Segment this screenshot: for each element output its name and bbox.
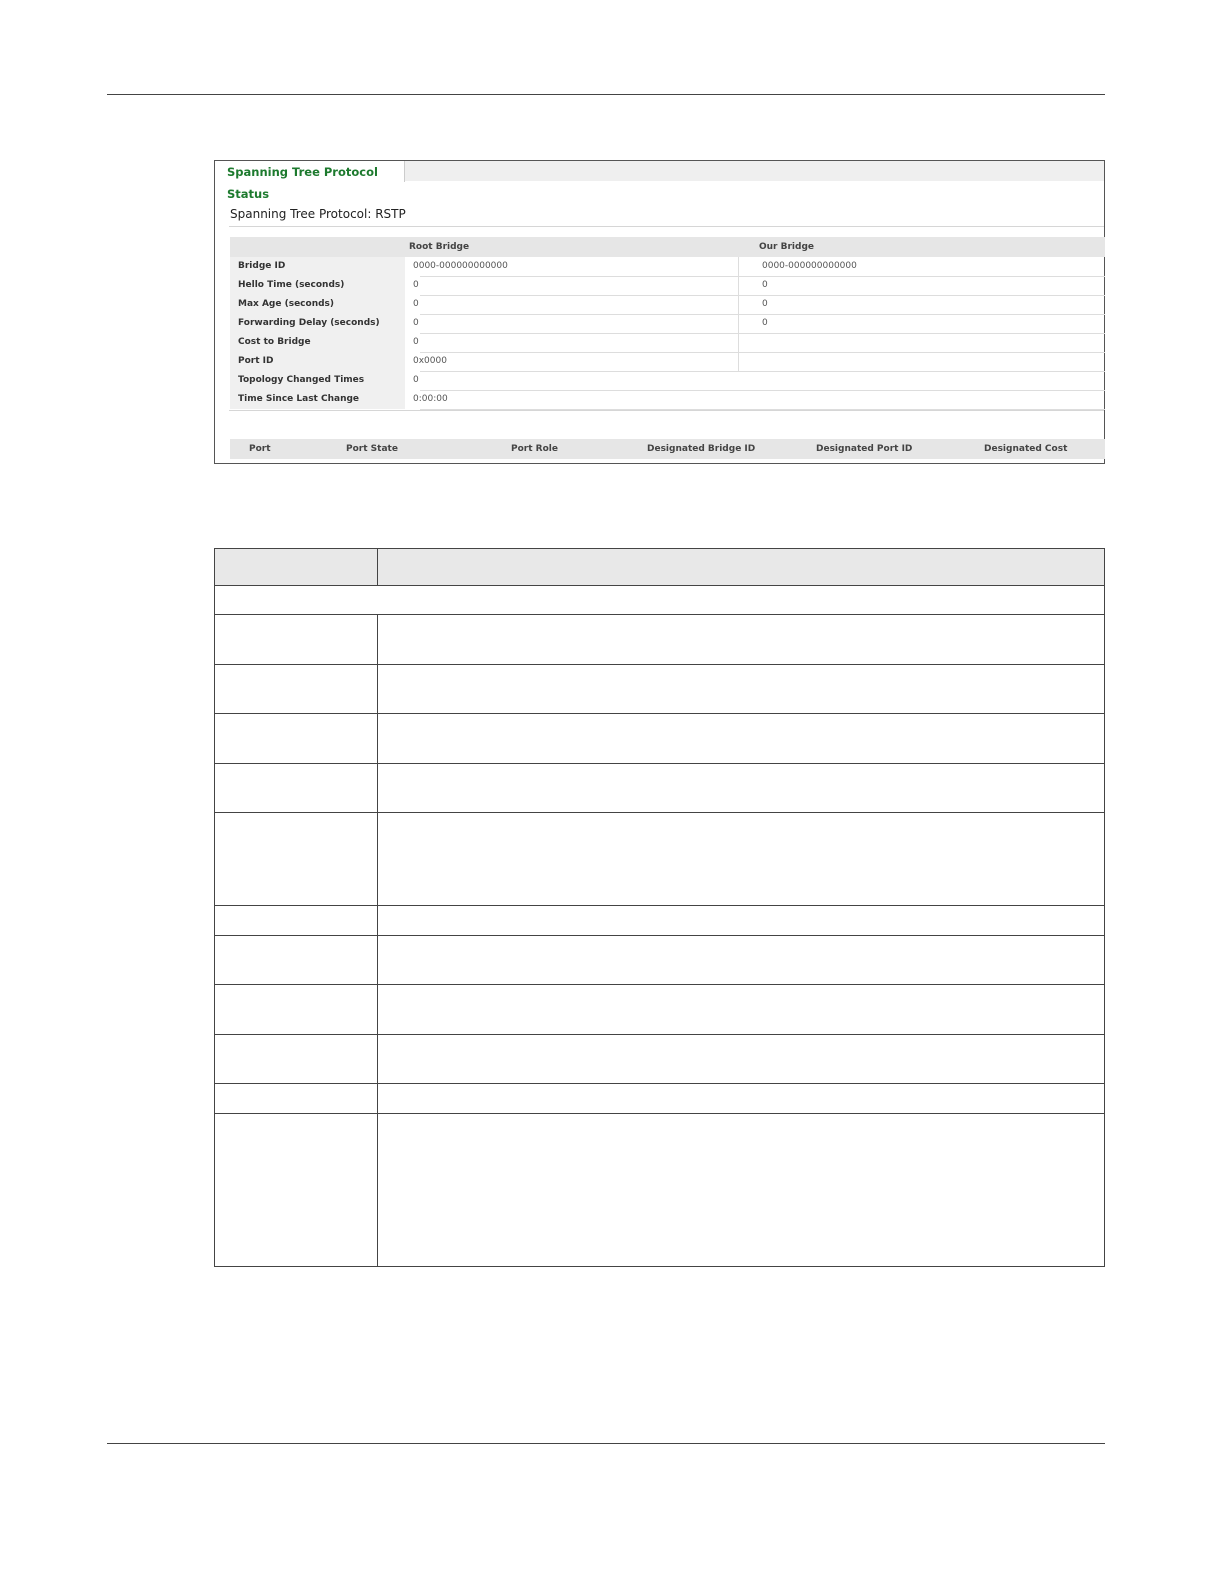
row-divider: [215, 1083, 1104, 1084]
row-divider: [215, 614, 1104, 615]
column-divider: [738, 257, 739, 371]
port-table-header: [230, 439, 1105, 459]
our-bridge-header: Our Bridge: [759, 242, 815, 252]
bridge-info-row: [230, 295, 1105, 314]
port-role-col-header: Port Role: [511, 444, 558, 454]
footer-rule: [107, 1443, 1105, 1444]
row-label: Port ID: [230, 352, 405, 371]
row-divider: [420, 352, 1105, 353]
description-table: [214, 548, 1105, 1267]
row-label: Time Since Last Change: [230, 390, 405, 409]
row-divider: [215, 585, 1104, 586]
protocol-title: Spanning Tree Protocol: RSTP: [230, 207, 406, 221]
header-rule: [107, 94, 1105, 95]
row-divider: [215, 984, 1104, 985]
designated-cost-col-header: Designated Cost: [984, 444, 1068, 454]
our-value: 0: [762, 299, 768, 309]
row-label: Max Age (seconds): [230, 295, 405, 314]
row-divider: [215, 664, 1104, 665]
root-value: 0: [413, 337, 419, 347]
bridge-info-row: [230, 352, 1105, 371]
row-divider: [215, 713, 1104, 714]
row-divider: [215, 763, 1104, 764]
our-value: 0000-000000000000: [762, 261, 857, 271]
bridge-info-grid: [230, 237, 1105, 409]
root-value: 0: [413, 299, 419, 309]
row-divider: [215, 1034, 1104, 1035]
stp-status-panel: [214, 160, 1105, 464]
root-value: 0:00:00: [413, 394, 448, 404]
root-value: 0: [413, 375, 419, 385]
bridge-info-row: [230, 371, 1105, 390]
bridge-info-row: [230, 390, 1105, 409]
row-label: Bridge ID: [230, 257, 405, 276]
table-header-row: [215, 549, 1104, 585]
row-divider: [420, 276, 1105, 277]
bridge-info-row: [230, 314, 1105, 333]
column-divider: [377, 549, 378, 585]
row-divider: [420, 371, 1105, 372]
bridge-info-header: [230, 237, 1105, 257]
row-divider: [420, 333, 1105, 334]
tab-spanning-tree-protocol-status[interactable]: Spanning Tree Protocol Status: [215, 161, 405, 182]
our-value: 0: [762, 318, 768, 328]
row-label: Forwarding Delay (seconds): [230, 314, 405, 333]
bridge-info-row: [230, 257, 1105, 276]
row-divider: [215, 905, 1104, 906]
section-divider: [229, 410, 1104, 411]
bridge-info-row: [230, 333, 1105, 352]
column-divider: [377, 614, 378, 1266]
root-value: 0000-000000000000: [413, 261, 508, 271]
port-state-col-header: Port State: [346, 444, 398, 454]
row-label: Topology Changed Times: [230, 371, 405, 390]
row-divider: [420, 295, 1105, 296]
row-divider: [420, 314, 1105, 315]
row-label: Cost to Bridge: [230, 333, 405, 352]
root-value: 0: [413, 280, 419, 290]
row-divider: [420, 390, 1105, 391]
our-value: 0: [762, 280, 768, 290]
designated-bridge-id-col-header: Designated Bridge ID: [647, 444, 756, 454]
root-bridge-header: Root Bridge: [409, 242, 470, 252]
bridge-info-row: [230, 276, 1105, 295]
root-value: 0x0000: [413, 356, 447, 366]
port-col-header: Port: [249, 444, 271, 454]
row-divider: [215, 812, 1104, 813]
root-value: 0: [413, 318, 419, 328]
designated-port-id-col-header: Designated Port ID: [816, 444, 913, 454]
row-label: Hello Time (seconds): [230, 276, 405, 295]
row-divider: [215, 935, 1104, 936]
section-divider: [229, 226, 1104, 227]
row-divider: [215, 1113, 1104, 1114]
